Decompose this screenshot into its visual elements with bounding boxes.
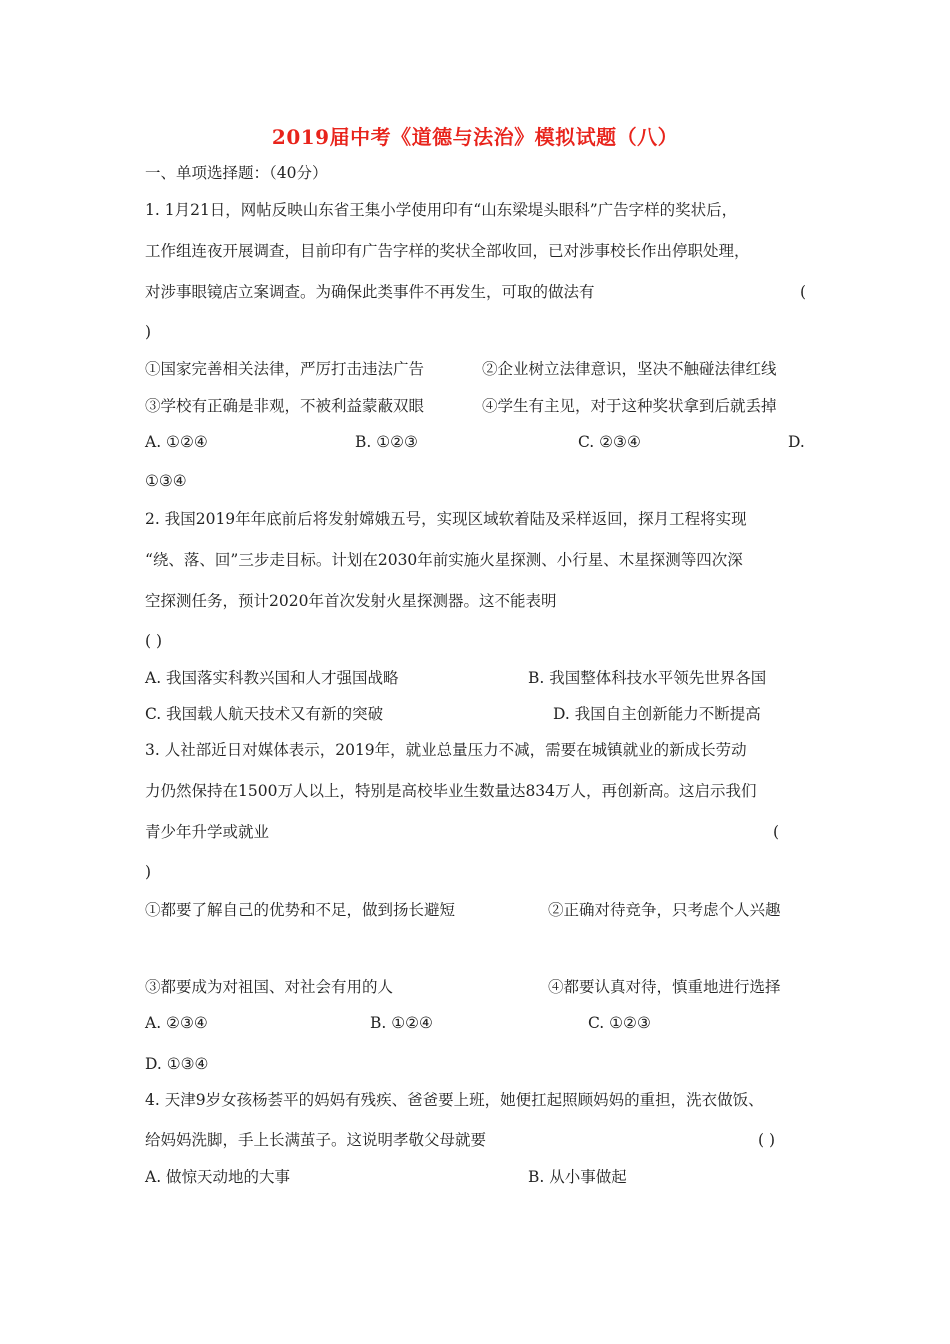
- q2-stem-line-1: 2. 我国2019年年底前后将发射嫦娥五号，实现区域软着陆及采样返回，探月工程将实现: [145, 510, 747, 528]
- q3-statement-4: ④都要认真对待，慎重地进行选择: [548, 978, 781, 996]
- page-title: 2019届中考《道德与法治》模拟试题（八）: [271, 125, 679, 149]
- q3-statement-2: ②正确对待竞争，只考虑个人兴趣: [548, 901, 781, 919]
- q3-stem-line-2: 力仍然保持在1500万人以上，特别是高校毕业生数量达834万人，再创新高。这启示我们: [145, 782, 757, 800]
- section-heading: 一、单项选择题：（40分）: [145, 164, 328, 182]
- q3-option-c: C. ①②③: [588, 1014, 651, 1032]
- q1-option-b: B. ①②③: [355, 433, 418, 451]
- q3-option-a: A. ②③④: [145, 1014, 208, 1032]
- q1-option-d-label: D.: [788, 433, 805, 451]
- q3-stem-line-1: 3. 人社部近日对媒体表示，2019年，就业总量压力不减，需要在城镇就业的新成长劳动: [145, 741, 747, 759]
- q4-option-b: B. 从小事做起: [528, 1168, 627, 1186]
- q1-stem-line-2: 工作组连夜开展调查，目前印有广告字样的奖状全部收回，已对涉事校长作出停职处理，: [145, 242, 750, 260]
- q2-stem-line-3: 空探测任务，预计2020年首次发射火星探测器。这不能表明: [145, 592, 557, 610]
- q1-answer-paren-close: ): [145, 323, 152, 341]
- q1-option-c: C. ②③④: [578, 433, 641, 451]
- q3-answer-paren-close: ): [145, 863, 152, 881]
- q3-statement-1: ①都要了解自己的优势和不足，做到扬长避短: [145, 901, 456, 919]
- q1-statement-3: ③学校有正确是非观，不被利益蒙蔽双眼: [145, 397, 425, 415]
- q4-option-a: A. 做惊天动地的大事: [145, 1168, 291, 1186]
- q4-stem-line-1: 4. 天津9岁女孩杨荟平的妈妈有残疾、爸爸要上班，她便扛起照顾妈妈的重担，洗衣做饭、: [145, 1091, 764, 1109]
- q2-stem-line-2: “绕、落、回”三步走目标。计划在2030年前实施火星探测、小行星、木星探测等四次深: [145, 551, 743, 569]
- q3-option-d: D. ①③④: [145, 1055, 209, 1073]
- q3-statement-3: ③都要成为对祖国、对社会有用的人: [145, 978, 394, 996]
- q1-statement-4: ④学生有主见，对于这种奖状拿到后就丢掉: [482, 397, 777, 415]
- q3-stem-line-3: 青少年升学或就业: [145, 823, 270, 841]
- q1-stem-line-1: 1. 1月21日，网帖反映山东省王集小学使用印有“山东梁堤头眼科”广告字样的奖状后，: [145, 201, 738, 219]
- q4-answer-paren: ( ): [758, 1131, 776, 1149]
- q4-stem-line-2: 给妈妈洗脚，手上长满茧子。这说明孝敬父母就要: [145, 1131, 487, 1149]
- q1-option-d-text: ①③④: [145, 472, 187, 490]
- q1-answer-paren-open: (: [800, 283, 807, 301]
- q3-answer-paren-open: (: [773, 823, 780, 841]
- q1-statement-1: ①国家完善相关法律，严厉打击违法广告: [145, 360, 425, 378]
- q2-option-c: C. 我国载人航天技术又有新的突破: [145, 705, 384, 723]
- q1-stem-line-3: 对涉事眼镜店立案调查。为确保此类事件不再发生，可取的做法有: [145, 283, 595, 301]
- q1-option-a: A. ①②④: [145, 433, 208, 451]
- q2-answer-paren: ( ): [145, 632, 163, 650]
- q2-option-a: A. 我国落实科教兴国和人才强国战略: [145, 669, 399, 687]
- q2-option-d: D. 我国自主创新能力不断提高: [553, 705, 761, 723]
- q3-option-b: B. ①②④: [370, 1014, 433, 1032]
- q1-statement-2: ②企业树立法律意识，坚决不触碰法律红线: [482, 360, 777, 378]
- q2-option-b: B. 我国整体科技水平领先世界各国: [528, 669, 767, 687]
